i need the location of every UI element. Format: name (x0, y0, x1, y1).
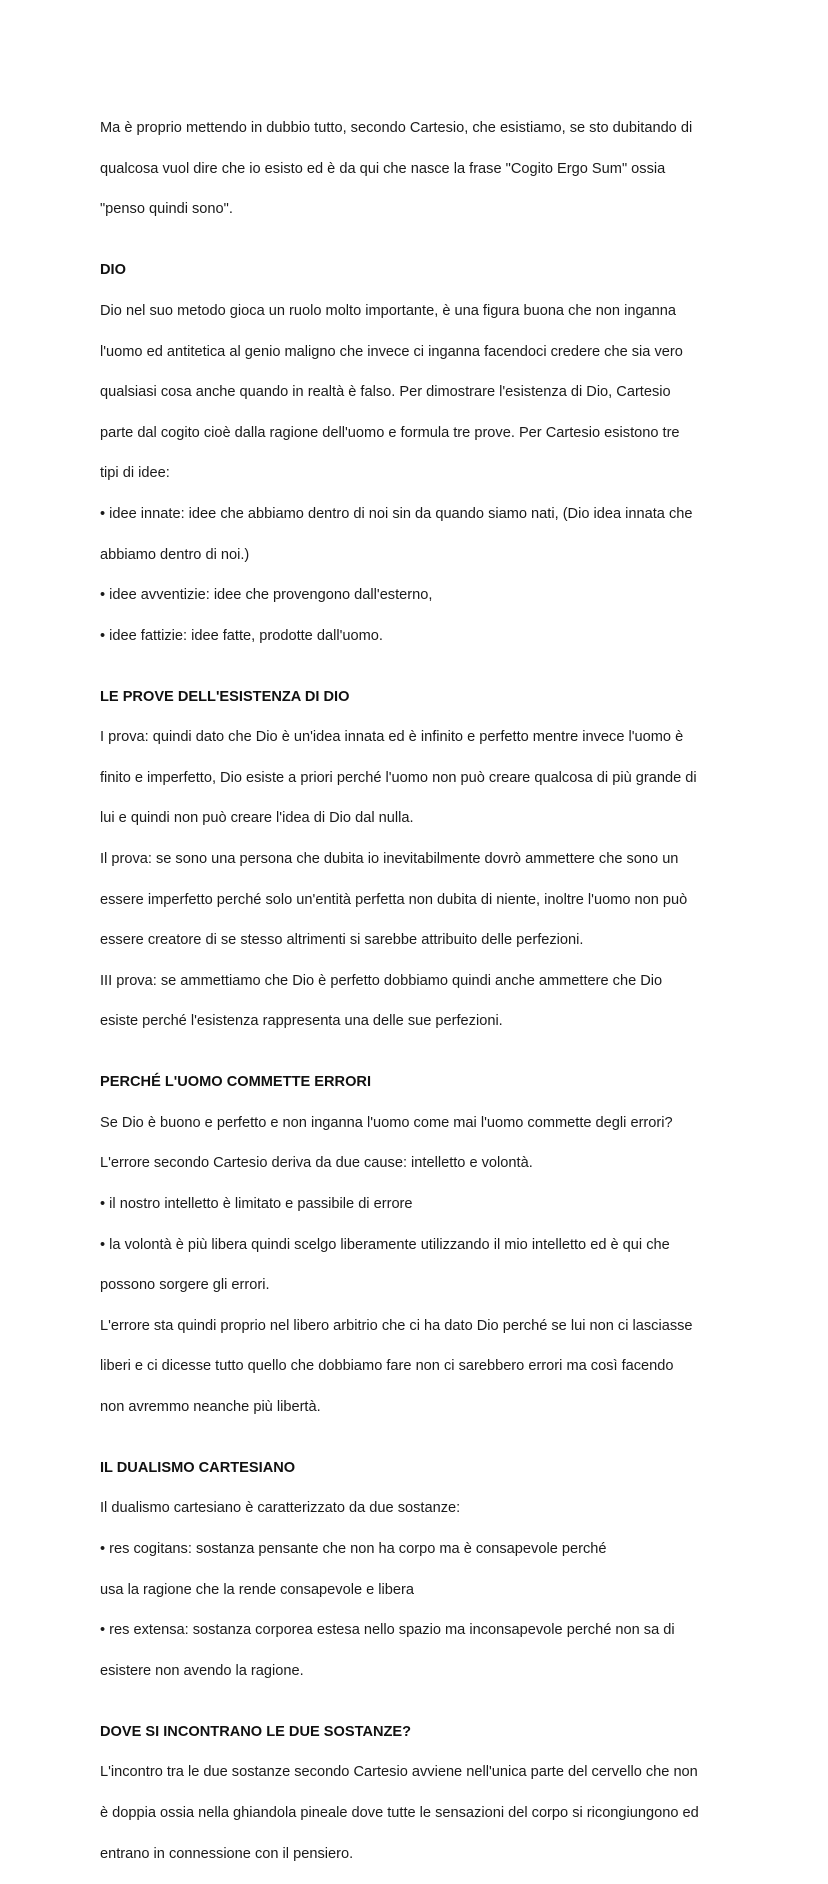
text-line: tipi di idee: (100, 465, 170, 482)
section-body (100, 281, 736, 667)
section-prove (100, 687, 736, 1052)
text-line: L'incontro tra le due sostanze secondo Cartesio avviene nell'unica parte del cervello che non (100, 1764, 698, 1781)
text-line: parte dal cogito cioè dalla ragione dell'uomo e formula tre prove. Per Cartesio esistono tre (100, 424, 680, 441)
section-body (100, 1093, 736, 1438)
text-line: l'uomo ed antitetica al genio maligno che invece ci inganna facendoci credere che sia vero (100, 343, 683, 360)
section-heading: PERCHÉ L'UOMO COMMETTE ERRORI (100, 1074, 372, 1091)
text-line: Il dualismo cartesiano è caratterizzato da due sostanze: (100, 1500, 461, 1517)
text-line: Dio nel suo metodo gioca un ruolo molto importante, è una figura buona che non inganna (100, 302, 677, 319)
text-line: Se Dio è buono e perfetto e non inganna l'uomo come mai l'uomo commette degli errori? (100, 1114, 673, 1131)
section-errori (100, 1072, 736, 1437)
text-line: lui e quindi non può creare l'idea di Dio dal nulla. (100, 810, 414, 827)
section-body (100, 1478, 736, 1701)
text-line: "penso quindi sono". (100, 201, 233, 218)
bullet-line: • la volontà è più libera quindi scelgo liberamente utilizzando il mio intelletto ed è qui che (100, 1236, 670, 1253)
text-line: finito e imperfetto, Dio esiste a priori perché l'uomo non può creare qualcosa di più grande di (100, 769, 697, 786)
text-line: abbiamo dentro di noi.) (100, 546, 250, 563)
section-body (100, 1742, 736, 1884)
text-line: essere imperfetto perché solo un'entità perfetta non dubita di niente, inoltre l'uomo non può (100, 891, 688, 908)
bullet-line: • idee innate: idee che abbiamo dentro di noi sin da quando siamo nati, (Dio idea innata che (100, 505, 693, 522)
text-line: possono sorgere gli errori. (100, 1277, 270, 1294)
text-line: L'errore sta quindi proprio nel libero arbitrio che ci ha dato Dio perché se lui non ci lasciasse (100, 1317, 693, 1334)
text-line: esiste perché l'esistenza rappresenta una delle sue perfezioni. (100, 1013, 503, 1030)
text-line: essere creatore di se stesso altrimenti si sarebbe attribuito delle perfezioni. (100, 932, 584, 949)
section-heading: DIO (100, 262, 126, 279)
text-line: non avremmo neanche più libertà. (100, 1399, 321, 1415)
text-line: liberi e ci dicesse tutto quello che dobbiamo fare non ci sarebbero errori ma così facendo (100, 1358, 674, 1375)
text-line: qualsiasi cosa anche quando in realtà è falso. Per dimostrare l'esistenza di Dio, Cartesio (100, 384, 671, 401)
text-line: III prova: se ammettiamo che Dio è perfetto dobbiamo quindi anche ammettere che Dio (100, 972, 663, 989)
text-line: usa la ragione che la rende consapevole e libera (100, 1581, 414, 1598)
bullet-line: • idee fattizie: idee fatte, prodotte dall'uomo. (100, 627, 383, 644)
bullet-line: • il nostro intelletto è limitato e passibile di errore (100, 1196, 413, 1213)
section-heading: IL DUALISMO CARTESIANO (100, 1459, 296, 1476)
text-line: Il prova: se sono una persona che dubita io inevitabilmente dovrò ammettere che sono un (100, 850, 679, 867)
bullet-line: • res cogitans: sostanza pensante che non ha corpo ma è consapevole perché (100, 1541, 607, 1558)
section-dio (100, 260, 736, 666)
bullet-line: • idee avventizie: idee che provengono dall'esterno, (100, 587, 433, 604)
text-line: qualcosa vuol dire che io esisto ed è da qui che nasce la frase "Cogito Ergo Sum" ossia (100, 160, 666, 177)
text-line: Ma è proprio mettendo in dubbio tutto, secondo Cartesio, che esistiamo, se sto dubitando di (100, 120, 693, 137)
text-line: è doppia ossia nella ghiandola pineale dove tutte le sensazioni del corpo si ricongiungono ed (100, 1804, 699, 1821)
section-heading: DOVE SI INCONTRANO LE DUE SOSTANZE? (100, 1723, 412, 1740)
text-line: L'errore secondo Cartesio deriva da due cause: intelletto e volontà. (100, 1155, 533, 1172)
document-page (100, 98, 736, 1884)
bullet-line: • res extensa: sostanza corporea estesa nello spazio ma inconsapevole perché non sa di (100, 1622, 675, 1639)
section-heading: LE PROVE DELL'ESISTENZA DI DIO (100, 688, 350, 705)
section-sostanze (100, 1722, 736, 1884)
intro-paragraph (100, 98, 736, 240)
text-line: entrano in connessione con il pensiero. (100, 1845, 354, 1862)
section-dualismo (100, 1458, 736, 1702)
section-body (100, 707, 736, 1052)
text-line: I prova: quindi dato che Dio è un'idea innata ed è infinito e perfetto mentre invece l'uomo è (100, 729, 684, 746)
text-line: esistere non avendo la ragione. (100, 1662, 304, 1679)
